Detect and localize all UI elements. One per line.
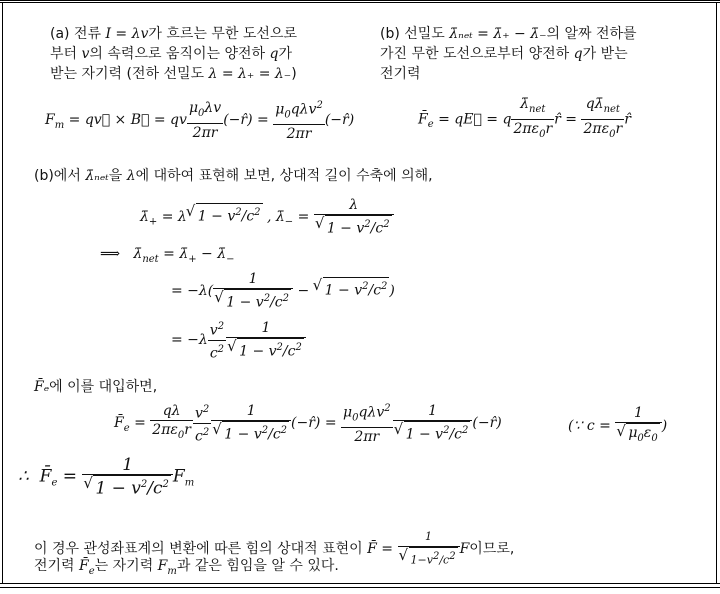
section-b-line2: 가진 무한 도선으로부터 양전하 q가 받는 xyxy=(380,46,628,62)
magnetic-force-equation: $F_m$ = qv⃗ × B⃗ = qv $\frac{\mu_0\lambda v}{2\pi r}$ (−r̂) = $\frac{\mu_0q\lambda v^2}{2\pi r}$ (−r̂) xyxy=(45,97,354,143)
top-rule xyxy=(0,0,720,3)
therefore-symbol: ∴ xyxy=(18,466,29,487)
section-a-line2: 부터 v의 속력으로 움직이는 양전하 q가 xyxy=(50,46,293,62)
right-rule xyxy=(716,2,717,584)
paragraph-substitute: F̄ₑ에 이를 대입하면, xyxy=(34,379,158,395)
section-b-line3: 전기력 xyxy=(380,66,421,82)
implies-symbol: ⟹ xyxy=(100,246,121,262)
because-symbol: ∵ xyxy=(573,417,583,434)
lambda-net-line2: = −λ( 1 √ $1 - v^2/c^2$ − √ $1 - v^2/c^2$ ) xyxy=(171,270,395,312)
paragraph-express-lambda: (b)에서 λ̄ₙₑₜ을 λ에 대하여 표현해 보면, 상대적 길이 수축에 의해, xyxy=(34,168,433,184)
speed-of-light-note: (∵ c = 1 √ $\mu_0\varepsilon_0$ ) xyxy=(568,404,667,448)
conclusion-line1: 이 경우 관성좌표계의 변환에 따른 힘의 상대적 표현이 F̄ = 1 √ $1-v^2/c^2$ F이므로, xyxy=(34,528,514,570)
left-rule xyxy=(2,2,3,584)
result-equation: ∴ $F̄_e$ = 1 √ $1 - v^2/c^2$ $F_m$ xyxy=(18,456,194,498)
electric-force-substituted-equation: $F̄_e$ = $\frac{q\lambda}{2\pi\varepsilon_0r}$ $\frac{v^2}{c^2}$ 1 √ $1 - v^2/c^2$ (−r̂) = $\frac{\mu_0q\lambda v^2}{2\pi r}$ 1 √ $1 - v^2/c^2$ (−r̂) xyxy=(114,400,502,446)
lambda-contraction-equation: $\lambdā_+ = \lambda√$ $1 - v^2/c^2$ , $\lambdā_-$ = λ √ $1 - v^2/c^2$ xyxy=(140,196,394,238)
lambda-net-line3: = −λ $\frac{v^2}{c^2}$ 1 √ $1 - v^2/c^2$ xyxy=(171,318,306,362)
section-a-line1: (a) 전류 I = λv가 흐르는 무한 도선으로 xyxy=(50,26,297,42)
section-b-line1: (b) 선밀도 λ̄ₙₑₜ = λ̄₊ − λ̄₋의 알짜 전하를 xyxy=(380,26,637,42)
bottom-rule xyxy=(0,583,720,588)
electric-force-equation: $F̄_e$ = qE⃗ = q $\frac{\lambdā_{net}}{2\pi\varepsilon_0r}$ r̂ = $\frac{q\lambdā_{net}}{2\pi\varepsilon_0r}$ r̂ xyxy=(418,96,631,140)
lambda-net-line1: ⟹ $\lambdā_{net}$ = $\lambdā_+$ − $\lambdā_-$ xyxy=(100,246,235,265)
conclusion-line2: 전기력 $F̄_e$는 자기력 $F_m$과 같은 힘임을 알 수 있다. xyxy=(34,558,339,577)
section-a-line3: 받는 자기력 (전하 선밀도 λ = λ₊ = λ₋) xyxy=(50,66,297,82)
